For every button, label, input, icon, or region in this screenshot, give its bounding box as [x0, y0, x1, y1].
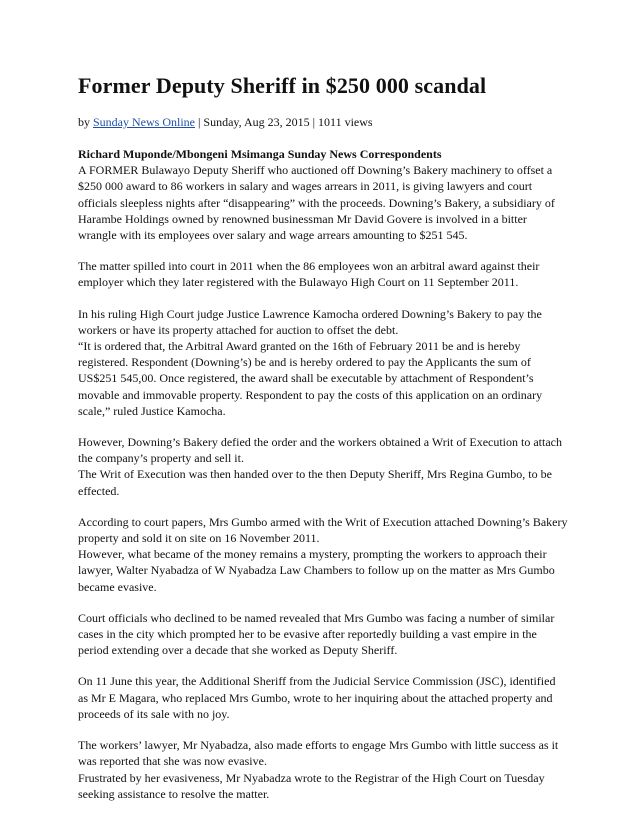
source-link[interactable]: Sunday News Online	[93, 115, 195, 129]
article-title: Former Deputy Sheriff in $250 000 scandal	[78, 73, 487, 98]
paragraph-11: The workers’ lawyer, Mr Nyabadza, also made efforts to engage Mrs Gumbo with little success as it was reported that she was now evasive.	[78, 738, 559, 769]
paragraph-7: According to court papers, Mrs Gumbo armed with the Writ of Execution attached Downing’s Bakery property and sold it on site on 16 November 2011.	[78, 514, 568, 546]
paragraph-2: The matter spilled into court in 2011 when the 86 employees won an arbitral award against their employer which they later registered with the Bulawayo High Court on 11 September 2011.	[78, 259, 540, 290]
paragraph-12: Frustrated by her evasiveness, Mr Nyabadza wrote to the Registrar of the High Court on Tuesday seeking assistance to resolve the matter.	[78, 770, 545, 801]
article	[78, 72, 568, 802]
paragraph-1: A FORMER Bulawayo Deputy Sheriff who auctioned off Downing’s Bakery machinery to offset a $250 000 award to 86 workers in salary and wages arrears in 2011, is giving lawyers and court officials sleepless nights after “disappearing” with the proceeds. Downing’s Bakery, a subsidiary of Harambe Holdings owned by renowned businessman Mr David Govere is involved in a bitter wrangle with its employees over salary and wage arrears amounting to $251 545.	[78, 163, 555, 243]
byline-prefix: by	[78, 115, 93, 129]
paragraph-10: On 11 June this year, the Additional Sheriff from the Judicial Service Commission (JSC), identified as Mr E Magara, who replaced Mrs Gumbo, wrote to her inquiring about the attached property and proceeds of its sale with no joy.	[78, 674, 556, 721]
paragraph-5: However, Downing’s Bakery defied the order and the workers obtained a Writ of Execution to attach the company’s property and sell it.	[78, 435, 562, 466]
paragraph-6: The Writ of Execution was then handed over to the then Deputy Sheriff, Mrs Regina Gumbo, to be effected.	[78, 467, 552, 498]
byline-meta: | Sunday, Aug 23, 2015 | 1011 views	[195, 115, 373, 129]
byline	[78, 114, 568, 130]
paragraph-4: “It is ordered that, the Arbitral Award granted on the 16th of February 2011 be and is hereby registered. Respondent (Downing’s) be and is hereby ordered to pay the Applicants the sum of US$251 545,00. Once registered, the award shall be executable by attachment of Respondent’s movable and immovable property. Respondent to pay the costs of this application on an ordinary scale,” ruled Justice Kamocha.	[78, 339, 543, 418]
paragraph-3: In his ruling High Court judge Justice Lawrence Kamocha ordered Downing’s Bakery to pay the workers or have its property attached for auction to offset the debt.	[78, 306, 542, 337]
paragraph-8: However, what became of the money remains a mystery, prompting the workers to approach their lawyer, Walter Nyabadza of W Nyabadza Law Chambers to follow up on the matter as Mrs Gumbo became evasive.	[78, 547, 555, 594]
article-authors: Richard Muponde/Mbongeni Msimanga Sunday News Correspondents	[78, 147, 442, 161]
paragraph-9: Court officials who declined to be named revealed that Mrs Gumbo was facing a number of similar cases in the city which prompted her to be evasive after reportedly building a vast empire in the period extending over a decade that she worked as Deputy Sheriff.	[78, 610, 555, 658]
